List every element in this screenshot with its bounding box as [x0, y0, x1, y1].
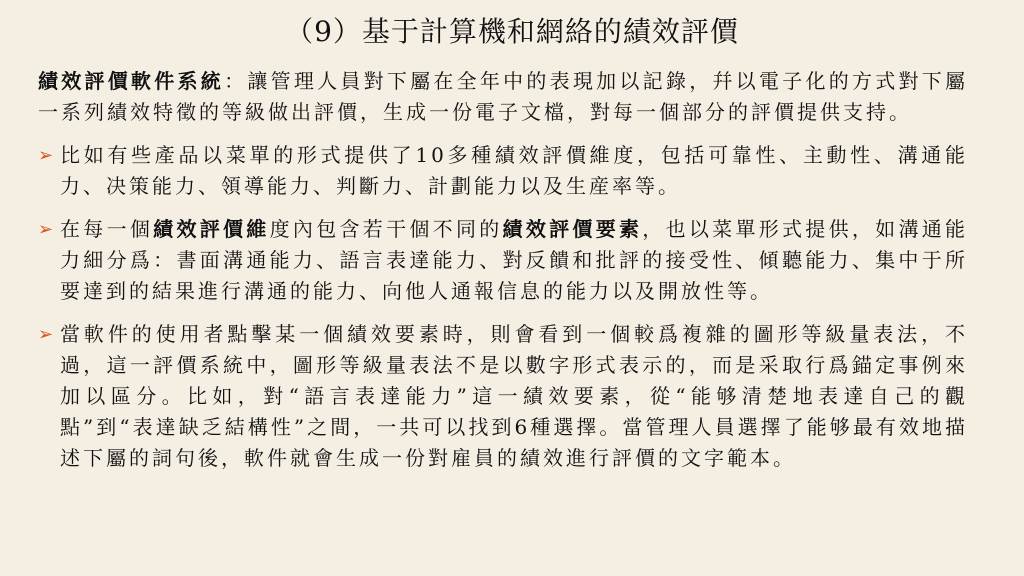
intro-paragraph: [38, 66, 968, 128]
bullet-item-3: [38, 319, 968, 474]
bullet-text-3: 當軟件的使用者點擊某一個績效要素時，則會看到一個較爲複雜的圖形等級量表法，不過，這一評價系統中，圖形等級量表法不是以數字形式表示的，而是采取行爲錨定事例來加以區分。比如，對“語言表達能力”這一績效要素，從“能够清楚地表達自己的觀點”到“表達缺乏結構性”之間，一共可以找到6種選擇。當管理人員選擇了能够最有效地描述下屬的詞句後，軟件就會生成一份對雇員的績效進行評價的文字範本。: [60, 322, 968, 470]
bullet-text-2: [60, 214, 968, 307]
arrow-bullet-icon: ➢: [38, 145, 54, 166]
slide-title: （9）基于計算機和網絡的績效評價: [285, 15, 739, 48]
arrow-bullet-icon: ➢: [38, 219, 54, 240]
intro-term: 績效評價軟件系統: [38, 69, 225, 93]
bullet-text-1: 比如有些產品以菜單的形式提供了10多種績效評價維度，包括可靠性、主動性、溝通能力、决策能力、領導能力、判斷力、計劃能力以及生産率等。: [60, 143, 968, 198]
bullet-2-part-2: 度內包含若干個不同的: [269, 217, 503, 241]
bullet-2-part-1: 在每一個: [60, 217, 154, 241]
bullet-item-1: [38, 140, 968, 202]
intro-text: 讓管理人員對下屬在全年中的表現加以記錄，幷以電子化的方式對下屬一系列績效特徵的等級做出評價，生成一份電子文檔，對每一個部分的評價提供支持。: [38, 69, 969, 124]
slide-content: [38, 66, 968, 486]
bullet-item-2: [38, 214, 968, 307]
arrow-bullet-icon: ➢: [38, 324, 54, 345]
bullet-2-part-3: ，也以菜單形式提供，如溝通能力細分爲：書面溝通能力、語言表達能力、對反饋和批評的接受性、傾聽能力、集中于所要達到的結果進行溝通的能力、向他人通報信息的能力以及開放性等。: [60, 217, 969, 303]
bullet-2-bold-1: 績效評價維: [153, 217, 270, 241]
intro-colon: ：: [224, 69, 248, 93]
bullet-2-bold-2: 績效評價要素: [502, 217, 643, 241]
